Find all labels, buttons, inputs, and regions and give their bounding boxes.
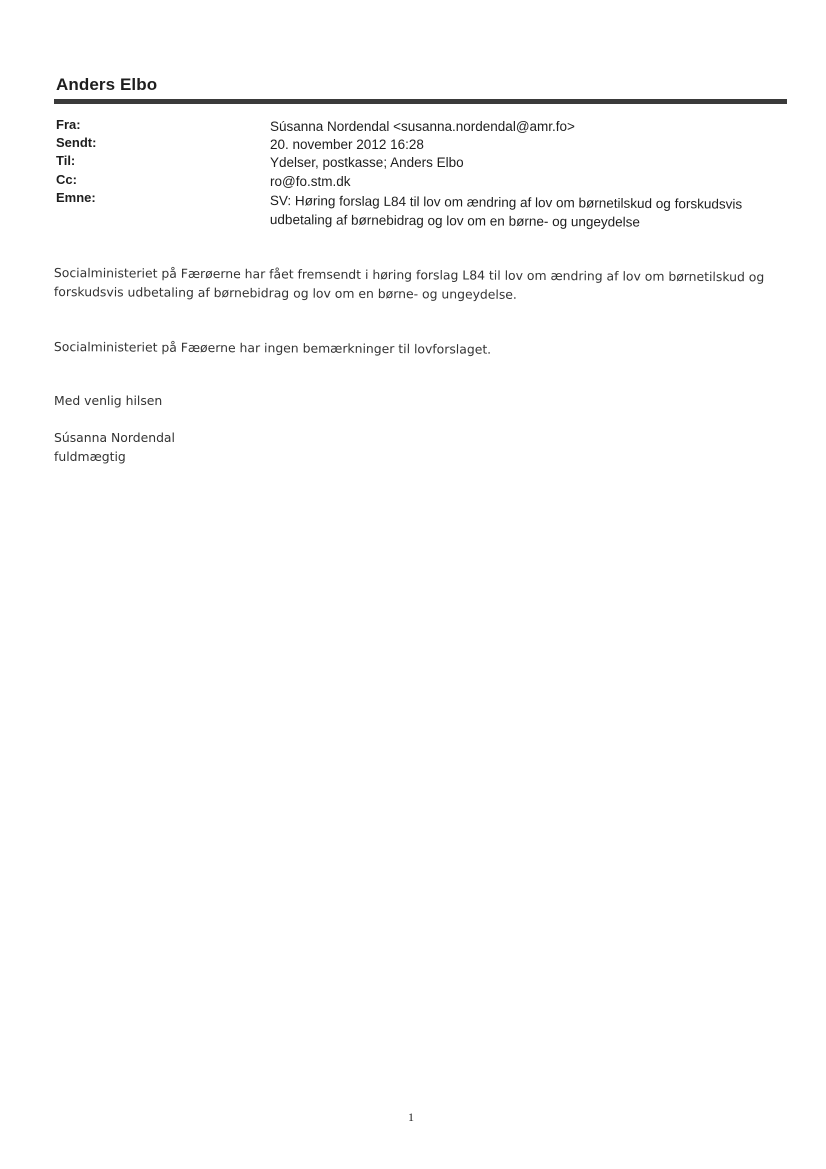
cc-label: Cc:: [56, 172, 77, 187]
subject-label: Emne:: [56, 190, 96, 205]
closing-text: Med venlig hilsen: [54, 393, 163, 408]
header-divider: [54, 99, 787, 104]
page-number: 1: [408, 1110, 414, 1124]
from-label: Fra:: [56, 117, 81, 132]
subject-line-2: udbetaling af børnebidrag og lov om en børne- og ungeydelse: [269, 212, 640, 230]
cc-value: ro@fo.stm.dk: [270, 174, 351, 189]
signature-name: Súsanna Nordendal: [54, 430, 175, 445]
body-paragraph-1-line-2: forskudsvis udbetaling af børnebidrag og lov om en børne- og ungeydelse.: [53, 284, 517, 302]
body-paragraph-1-line-1: Socialministeriet på Færøerne har fået fremsendt i høring forslag L84 til lov om ændring af lov om børnetilskud og: [53, 265, 765, 285]
signature-title: fuldmægtig: [54, 449, 126, 464]
body-paragraph-2: Socialministeriet på Fæøerne har ingen bemærkninger til lovforslaget.: [53, 339, 492, 357]
sender-name: Anders Elbo: [56, 75, 158, 94]
sent-label: Sendt:: [56, 135, 97, 150]
sent-value: 20. november 2012 16:28: [270, 137, 424, 152]
to-label: Til:: [56, 153, 76, 168]
subject-line-1: SV: Høring forslag L84 til lov om ændring af lov om børnetilskud og forskudsvis: [269, 193, 743, 212]
from-value: Súsanna Nordendal <susanna.nordendal@amr.fo>: [270, 119, 575, 134]
to-value: Ydelser, postkasse; Anders Elbo: [270, 155, 464, 170]
